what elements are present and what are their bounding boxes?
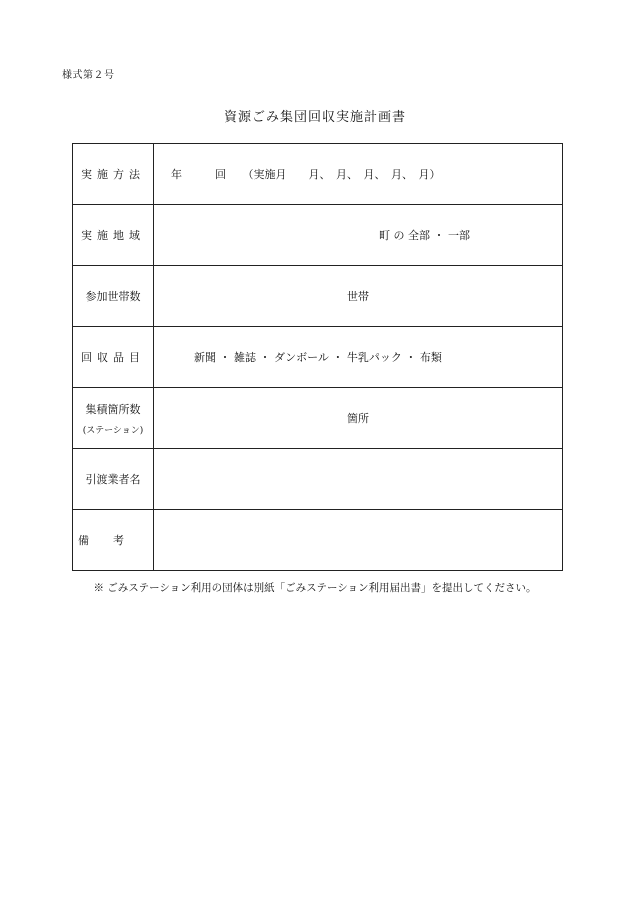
row-items bbox=[73, 327, 563, 388]
households-field[interactable]: 世帯 bbox=[154, 266, 563, 327]
contractor-field[interactable] bbox=[154, 449, 563, 510]
stations-label-cell bbox=[73, 388, 154, 449]
footnote: ※ ごみステーション利用の団体は別紙「ごみステーション利用届出書」を提出してください。 bbox=[93, 582, 537, 594]
items-label: 回収品目 bbox=[73, 327, 154, 388]
area-label: 実施地域 bbox=[73, 205, 154, 266]
row-method bbox=[73, 144, 563, 205]
stations-label: 集積箇所数 bbox=[85, 402, 141, 416]
row-area bbox=[73, 205, 563, 266]
items-field[interactable]: 新聞 ・ 雑誌 ・ ダンボール ・ 牛乳パック ・ 布類 bbox=[154, 327, 563, 388]
contractor-label: 引渡業者名 bbox=[73, 449, 154, 510]
method-label: 実施方法 bbox=[73, 144, 154, 205]
form-number: 様式第２号 bbox=[62, 70, 115, 81]
plan-form-table bbox=[72, 143, 563, 571]
row-contractor bbox=[73, 449, 563, 510]
remarks-field[interactable] bbox=[154, 510, 563, 571]
row-remarks bbox=[73, 510, 563, 571]
document-title: 資源ごみ集団回収実施計画書 bbox=[223, 110, 406, 125]
row-stations bbox=[73, 388, 563, 449]
method-field[interactable]: 年 回 （実施月 月、 月、 月、 月、 月） bbox=[154, 144, 563, 205]
stations-field[interactable]: 箇所 bbox=[154, 388, 563, 449]
stations-sublabel: (ステーション) bbox=[82, 425, 144, 436]
remarks-label: 備考 bbox=[73, 510, 154, 571]
row-households bbox=[73, 266, 563, 327]
households-label: 参加世帯数 bbox=[73, 266, 154, 327]
area-field[interactable]: 町 の 全部 ・ 一部 bbox=[154, 205, 563, 266]
